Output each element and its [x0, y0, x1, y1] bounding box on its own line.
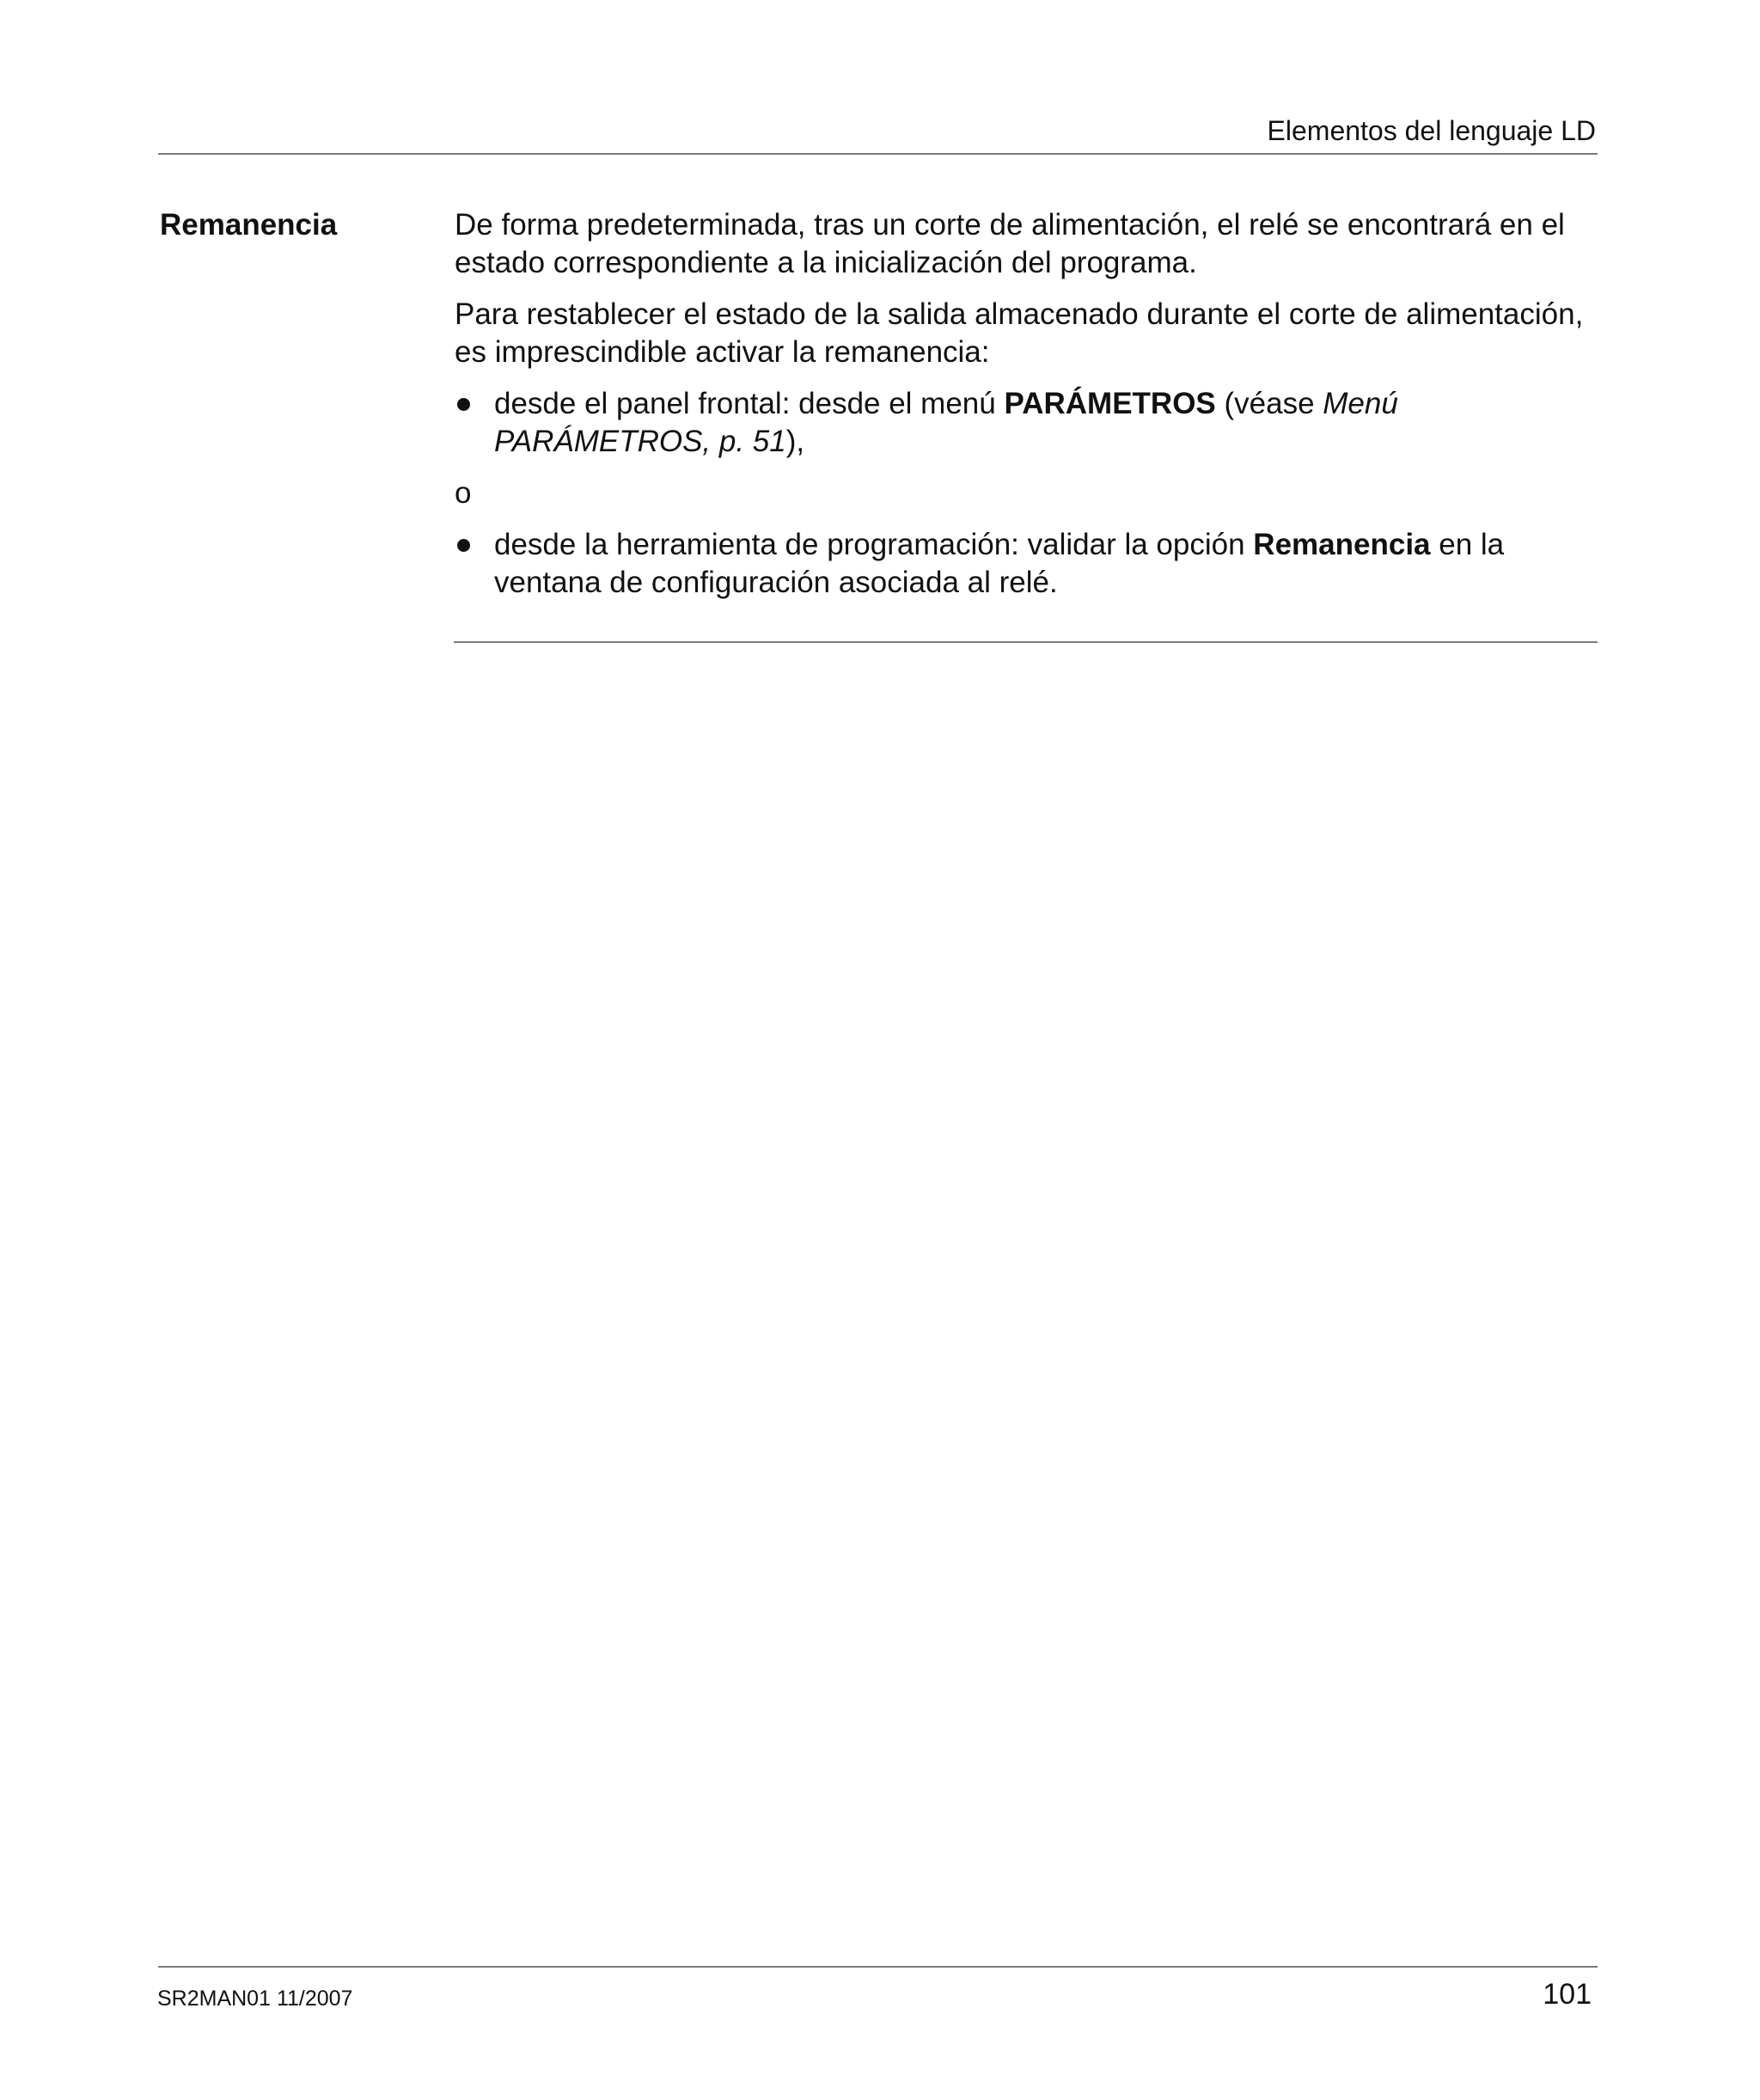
or-separator: o	[455, 476, 472, 510]
paragraph-restore-state: Para restablecer el estado de la salida almacenado durante el corte de alimentación, es imprescindible activar la remanencia:	[455, 297, 1584, 369]
document-reference: SR2MAN01 11/2007	[157, 1987, 353, 2011]
list-item-programming-tool	[455, 526, 1598, 602]
section-heading: Remanencia	[160, 208, 338, 242]
running-header: Elementos del lenguaje LD	[1267, 115, 1596, 146]
list-item-suffix: ),	[785, 425, 805, 458]
list-item-text	[494, 385, 1598, 461]
list-item-prefix: desde la herramienta de programación: validar la opción	[494, 528, 1254, 561]
list-item-prefix: desde el panel frontal: desde el menú	[494, 387, 1005, 420]
list-item-front-panel	[455, 385, 1598, 461]
page-number: 101	[1543, 1978, 1592, 2011]
section-body	[455, 206, 1598, 615]
bullet-icon	[455, 385, 494, 461]
paragraph-default-state: De forma predeterminada, tras un corte de alimentación, el relé se encontrará en el estado correspondiente a la inicialización del programa.	[455, 208, 1565, 279]
section-divider	[454, 641, 1598, 643]
option-name: Remanencia	[1253, 528, 1431, 561]
header-divider	[158, 153, 1598, 155]
menu-name: PARÁMETROS	[1004, 387, 1216, 420]
footer-divider	[158, 1966, 1598, 1968]
bullet-icon	[455, 526, 494, 602]
list-item-suffix: en la ventana de configuración asociada al relé.	[494, 528, 1505, 599]
list-item-middle: (véase	[1215, 387, 1323, 420]
list-item-text	[494, 526, 1598, 602]
cross-reference: Menú PARÁMETROS, p. 51	[494, 387, 1398, 458]
